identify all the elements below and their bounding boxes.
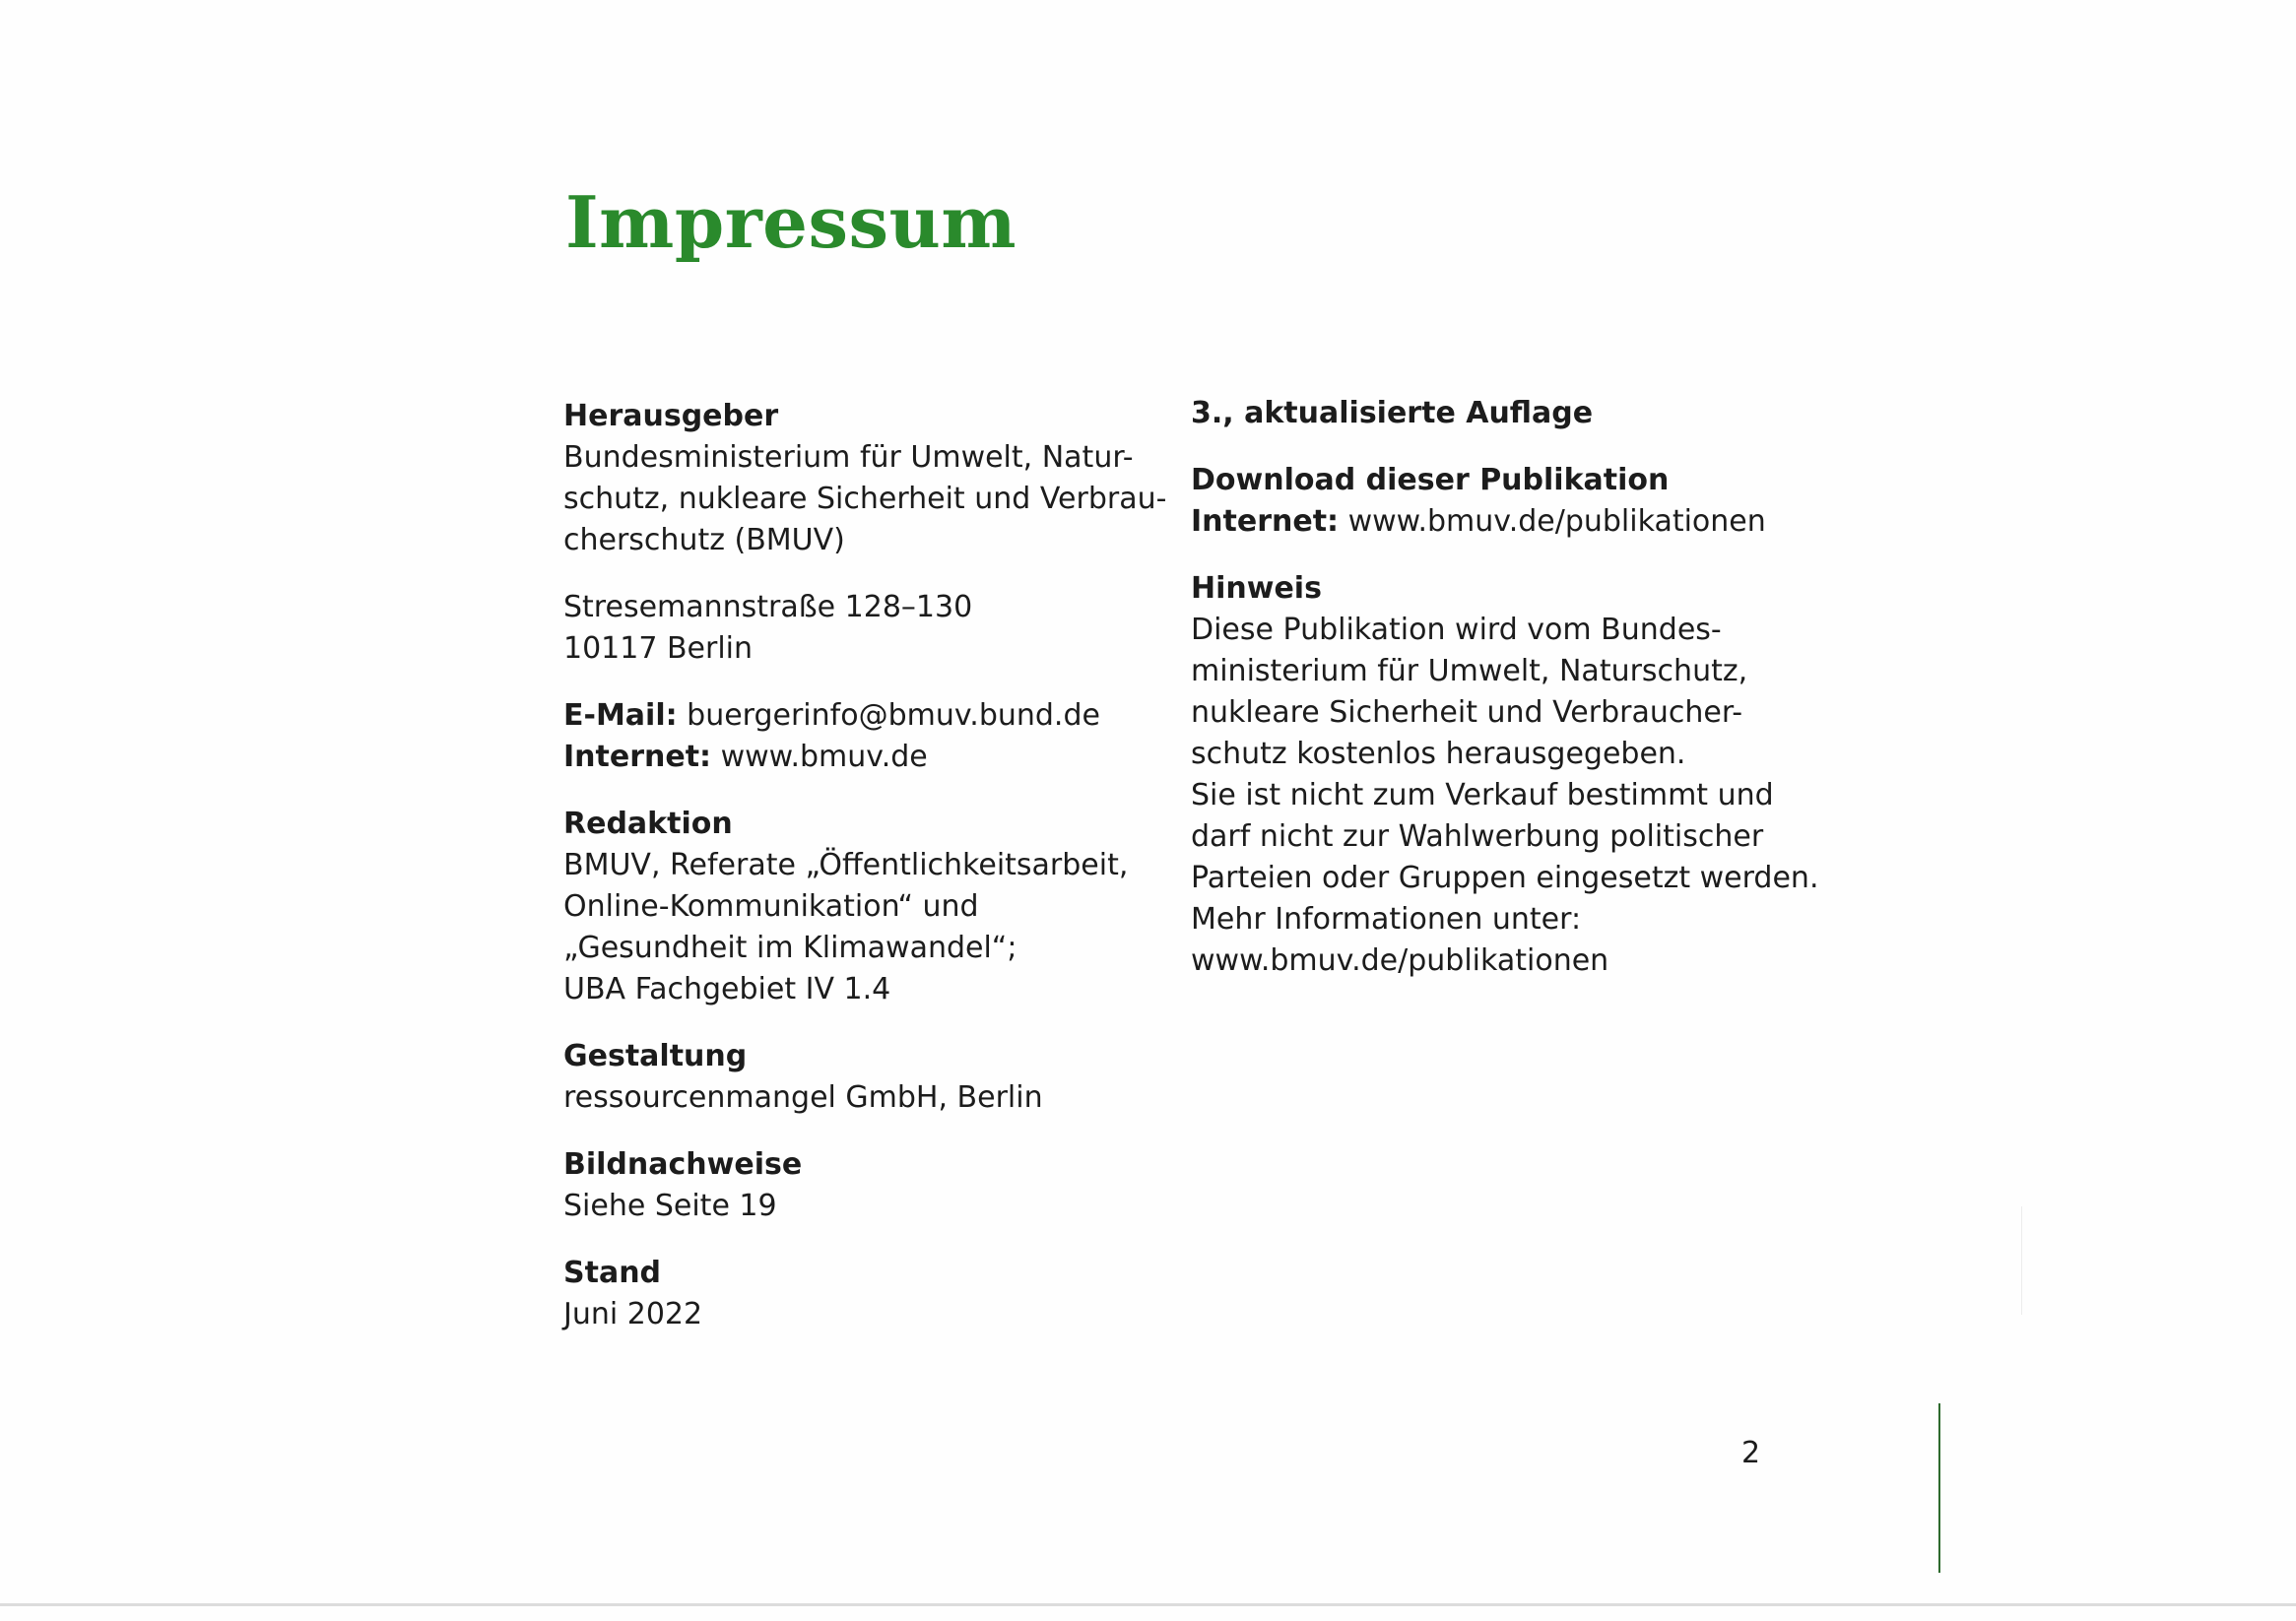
herausgeber-heading: Herausgeber [563, 399, 779, 433]
website-link[interactable]: www.bmuv.de [720, 740, 928, 774]
stand-line: Juni 2022 [563, 1297, 703, 1331]
margin-rule [1938, 1403, 1940, 1573]
download-internet-line [1191, 501, 1841, 543]
page-number: 2 [1741, 1436, 1761, 1470]
redaktion-line: UBA Fachgebiet IV 1.4 [563, 972, 891, 1006]
auflage-section [1191, 393, 1841, 434]
hinweis-line: schutz kostenlos herausgegeben. [1191, 737, 1686, 771]
scan-artifact-rule [2021, 1206, 2022, 1315]
email-label: E-Mail: [563, 698, 678, 733]
bildnachweise-heading: Bildnachweise [563, 1147, 803, 1182]
address-section [563, 587, 1154, 670]
bildnachweise-section [563, 1144, 1154, 1227]
hinweis-section [1191, 568, 1841, 982]
herausgeber-line: schutz, nukleare Sicherheit und Verbrau- [563, 482, 1167, 516]
left-column [563, 396, 1167, 1361]
hinweis-line: Sie ist nicht zum Verkauf bestimmt und [1191, 778, 1774, 812]
redaktion-section [563, 804, 1154, 1010]
download-internet-label: Internet: [1191, 504, 1340, 539]
download-heading: Download dieser Publikation [1191, 463, 1670, 497]
bottom-edge-rule [0, 1603, 2296, 1606]
redaktion-heading: Redaktion [563, 807, 733, 841]
publications-link[interactable]: www.bmuv.de/publikationen [1347, 504, 1766, 539]
hinweis-line: Parteien oder Gruppen eingesetzt werden. [1191, 861, 1819, 895]
email-line [563, 695, 1154, 737]
contact-section [563, 695, 1154, 778]
gestaltung-line: ressourcenmangel GmbH, Berlin [563, 1080, 1043, 1115]
hinweis-line: ministerium für Umwelt, Naturschutz, [1191, 654, 1748, 688]
email-link[interactable]: buergerinfo@bmuv.bund.de [687, 698, 1100, 733]
hinweis-line: darf nicht zur Wahlwerbung politischer [1191, 819, 1764, 854]
redaktion-line: BMUV, Referate „Öffentlichkeitsarbeit, [563, 848, 1129, 882]
bildnachweise-line: Siehe Seite 19 [563, 1189, 777, 1223]
hinweis-link[interactable]: www.bmuv.de/publikationen [1191, 943, 1609, 978]
herausgeber-line: cherschutz (BMUV) [563, 523, 845, 557]
herausgeber-line: Bundesministerium für Umwelt, Natur- [563, 440, 1134, 475]
hinweis-line: Diese Publikation wird vom Bundes- [1191, 613, 1722, 647]
download-section [1191, 460, 1841, 543]
herausgeber-section [563, 396, 1167, 561]
address-city: 10117 Berlin [563, 631, 754, 666]
hinweis-line: Mehr Informationen unter: [1191, 902, 1582, 937]
redaktion-line: Online-Kommunikation“ und [563, 889, 979, 924]
hinweis-line: nukleare Sicherheit und Verbraucher- [1191, 695, 1743, 730]
auflage-heading: 3., aktualisierte Auflage [1191, 396, 1594, 430]
gestaltung-section [563, 1036, 1154, 1119]
hinweis-heading: Hinweis [1191, 571, 1322, 606]
internet-line [563, 737, 1154, 778]
gestaltung-heading: Gestaltung [563, 1039, 748, 1073]
internet-label: Internet: [563, 740, 712, 774]
stand-section [563, 1253, 1154, 1335]
redaktion-line: „Gesundheit im Klimawandel“; [563, 931, 1017, 965]
stand-heading: Stand [563, 1256, 662, 1290]
page-title: Impressum [565, 180, 1017, 264]
right-column [1191, 393, 1841, 1007]
address-street: Stresemannstraße 128–130 [563, 590, 973, 624]
